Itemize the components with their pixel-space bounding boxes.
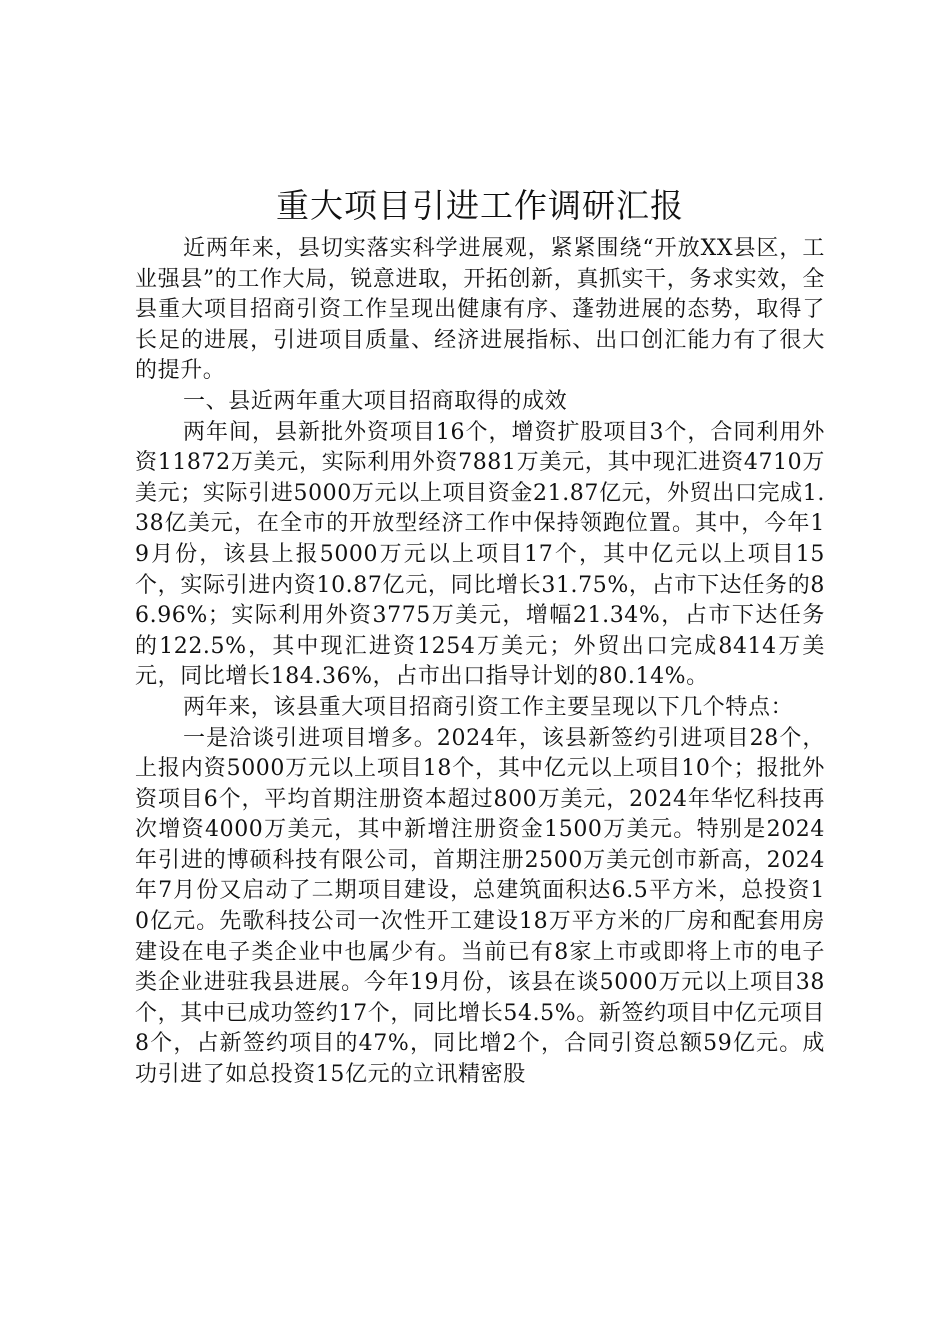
document-title: 重大项目引进工作调研汇报: [276, 186, 684, 225]
paragraph-intro: 近两年来，县切实落实科学进展观，紧紧围绕“开放XX县区，工业强县”的工作大局，锐意进取，开拓创新，真抓实干，务求实效，全县重大项目招商引资工作呈现出健康有序、蓬勃进展的态势，取得了长足的进展，引进项目质量、经济进展指标、出口创汇能力有了很大的提升。: [135, 236, 825, 384]
document-body: [135, 234, 825, 1091]
paragraph-statistics: 两年间，县新批外资项目16个，增资扩股项目3个，合同利用外资11872万美元，实际利用外资7881万美元，其中现汇进资4710万美元；实际引进5000万元以上项目资金21.87亿元，外贸出口完成1.38亿美元，在全市的开放型经济工作中保持领跑位置。其中，今年19月份，该县上报5000万元以上项目17个，其中亿元以上项目15个，实际引进内资10.87亿元，同比增长31.75%，占市下达任务的86.96%；实际利用外资3775万美元，增幅21.34%，占市下达任务的122.5%，其中现汇进资1254万美元；外贸出口完成8414万美元，同比增长184.36%，占市出口指导计划的80.14%。: [135, 419, 825, 690]
paragraph-features-intro: 两年来，该县重大项目招商引资工作主要呈现以下几个特点：: [183, 694, 794, 720]
paragraph-feature-one: 一是洽谈引进项目增多。2024年，该县新签约引进项目28个，上报内资5000万元以上项目18个，其中亿元以上项目10个；报批外资项目6个，平均首期注册资本超过800万美元，2024年华忆科技再次增资4000万美元，其中新增注册资金1500万美元。特别是2024年引进的博硕科技有限公司，首期注册2500万美元创市新高，2024年7月份又启动了二期项目建设，总建筑面积达6.5平方米，总投资10亿元。先歌科技公司一次性开工建设18万平方米的厂房和配套用房建设在电子类企业中也属少有。当前已有8家上市或即将上市的电子类企业进驻我县进展。今年19月份，该县在谈5000万元以上项目38个，其中已成功签约17个，同比增长54.5%。新签约项目中亿元项目8个，占新签约项目的47%，同比增2个，合同引资总额59亿元。成功引进了如总投资15亿元的立讯精密股: [135, 725, 825, 1088]
section-heading-achievements: 一、县近两年重大项目招商取得的成效: [183, 388, 568, 414]
